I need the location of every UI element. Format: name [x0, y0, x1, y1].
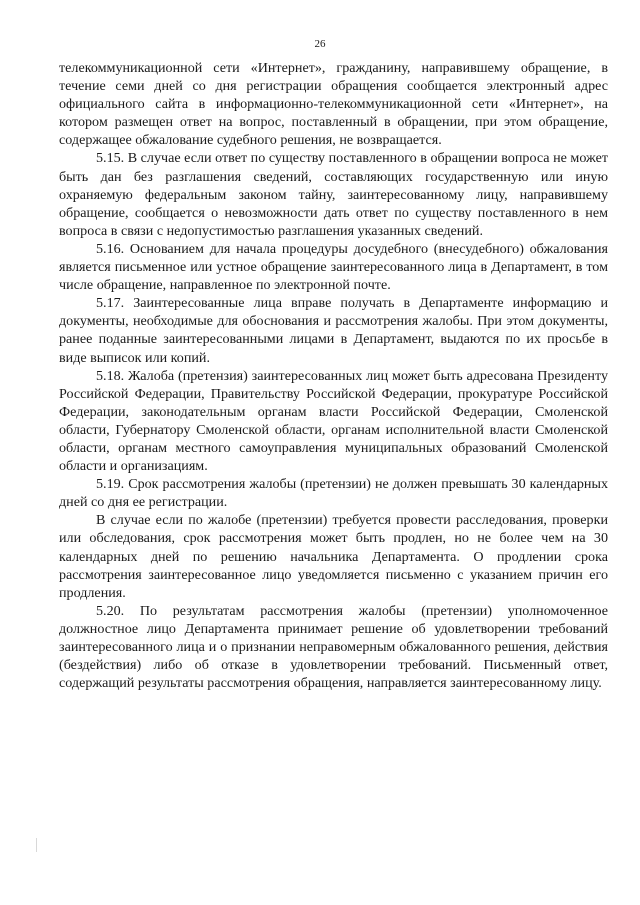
paragraph-5-15: 5.15. В случае если ответ по существу поставленного в обращении вопроса не может быть дан без разглашения сведений, составляющих государственную или иную охраняемую федеральным законом тайну, заинтересованному лицу, направившему обращение, сообщается о невозможности дать ответ по существу поставленного в нем вопроса в связи с недопустимостью разглашения указанных сведений.	[59, 150, 608, 239]
document-body	[59, 59, 608, 692]
paragraph-5-18: 5.18. Жалоба (претензия) заинтересованных лиц может быть адресована Президенту Российской Федерации, Правительству Российской Федерации, прокуратуре Российской Федерации, законодательным органам власти Российской Федерации, Смоленской области, Губернатору Смоленской области, органам исполнительной власти Смоленской области, органам местного самоуправления муниципальных образований Смоленской области и организациям.	[59, 367, 608, 475]
scan-artifact	[36, 838, 37, 852]
paragraph-5-20: 5.20. По результатам рассмотрения жалобы (претензии) уполномоченное должностное лицо Департамента принимает решение об удовлетворении требований заинтересованного лица и о признании неправомерным обжалованного решения, действия (бездействия) либо об отказе в удовлетворении требований. Письменный ответ, содержащий результаты рассмотрения обращения, направляется заинтересованному лицу.	[59, 602, 608, 692]
paragraph-continuation: телекоммуникационной сети «Интернет», гражданину, направившему обращение, в течение семи дней со дня регистрации обращения сообщается электронный адрес официального сайта в информационно-телекоммуникационной сети «Интернет», на котором размещен ответ на вопрос, поставленный в обращении, при этом обращение, содержащее обжалование судебного решения, не возвращается.	[59, 60, 608, 149]
paragraph-5-19: 5.19. Срок рассмотрения жалобы (претензии) не должен превышать 30 календарных дней со дня ее регистрации.	[59, 476, 608, 511]
paragraph-5-16: 5.16. Основанием для начала процедуры досудебного (внесудебного) обжалования является письменное или устное обращение заинтересованного лица в Департамент, в том числе обращение, направленное по электронной почте.	[59, 240, 608, 294]
paragraph-5-19-extension: В случае если по жалобе (претензии) требуется провести расследования, проверки или обследования, срок рассмотрения может быть продлен, но не более чем на 30 календарных дней по решению начальника Департамента. О продлении срока рассмотрения заинтересованное лицо уведомляется письменно с указанием причин его продления.	[59, 512, 608, 601]
paragraph-5-17: 5.17. Заинтересованные лица вправе получать в Департаменте информацию и документы, необходимые для обоснования и рассмотрения жалобы. При этом документы, ранее поданные заинтересованными лицами в Департамент, выдаются по их просьбе в виде выписок или копий.	[59, 295, 608, 366]
page-number: 26	[314, 38, 326, 50]
